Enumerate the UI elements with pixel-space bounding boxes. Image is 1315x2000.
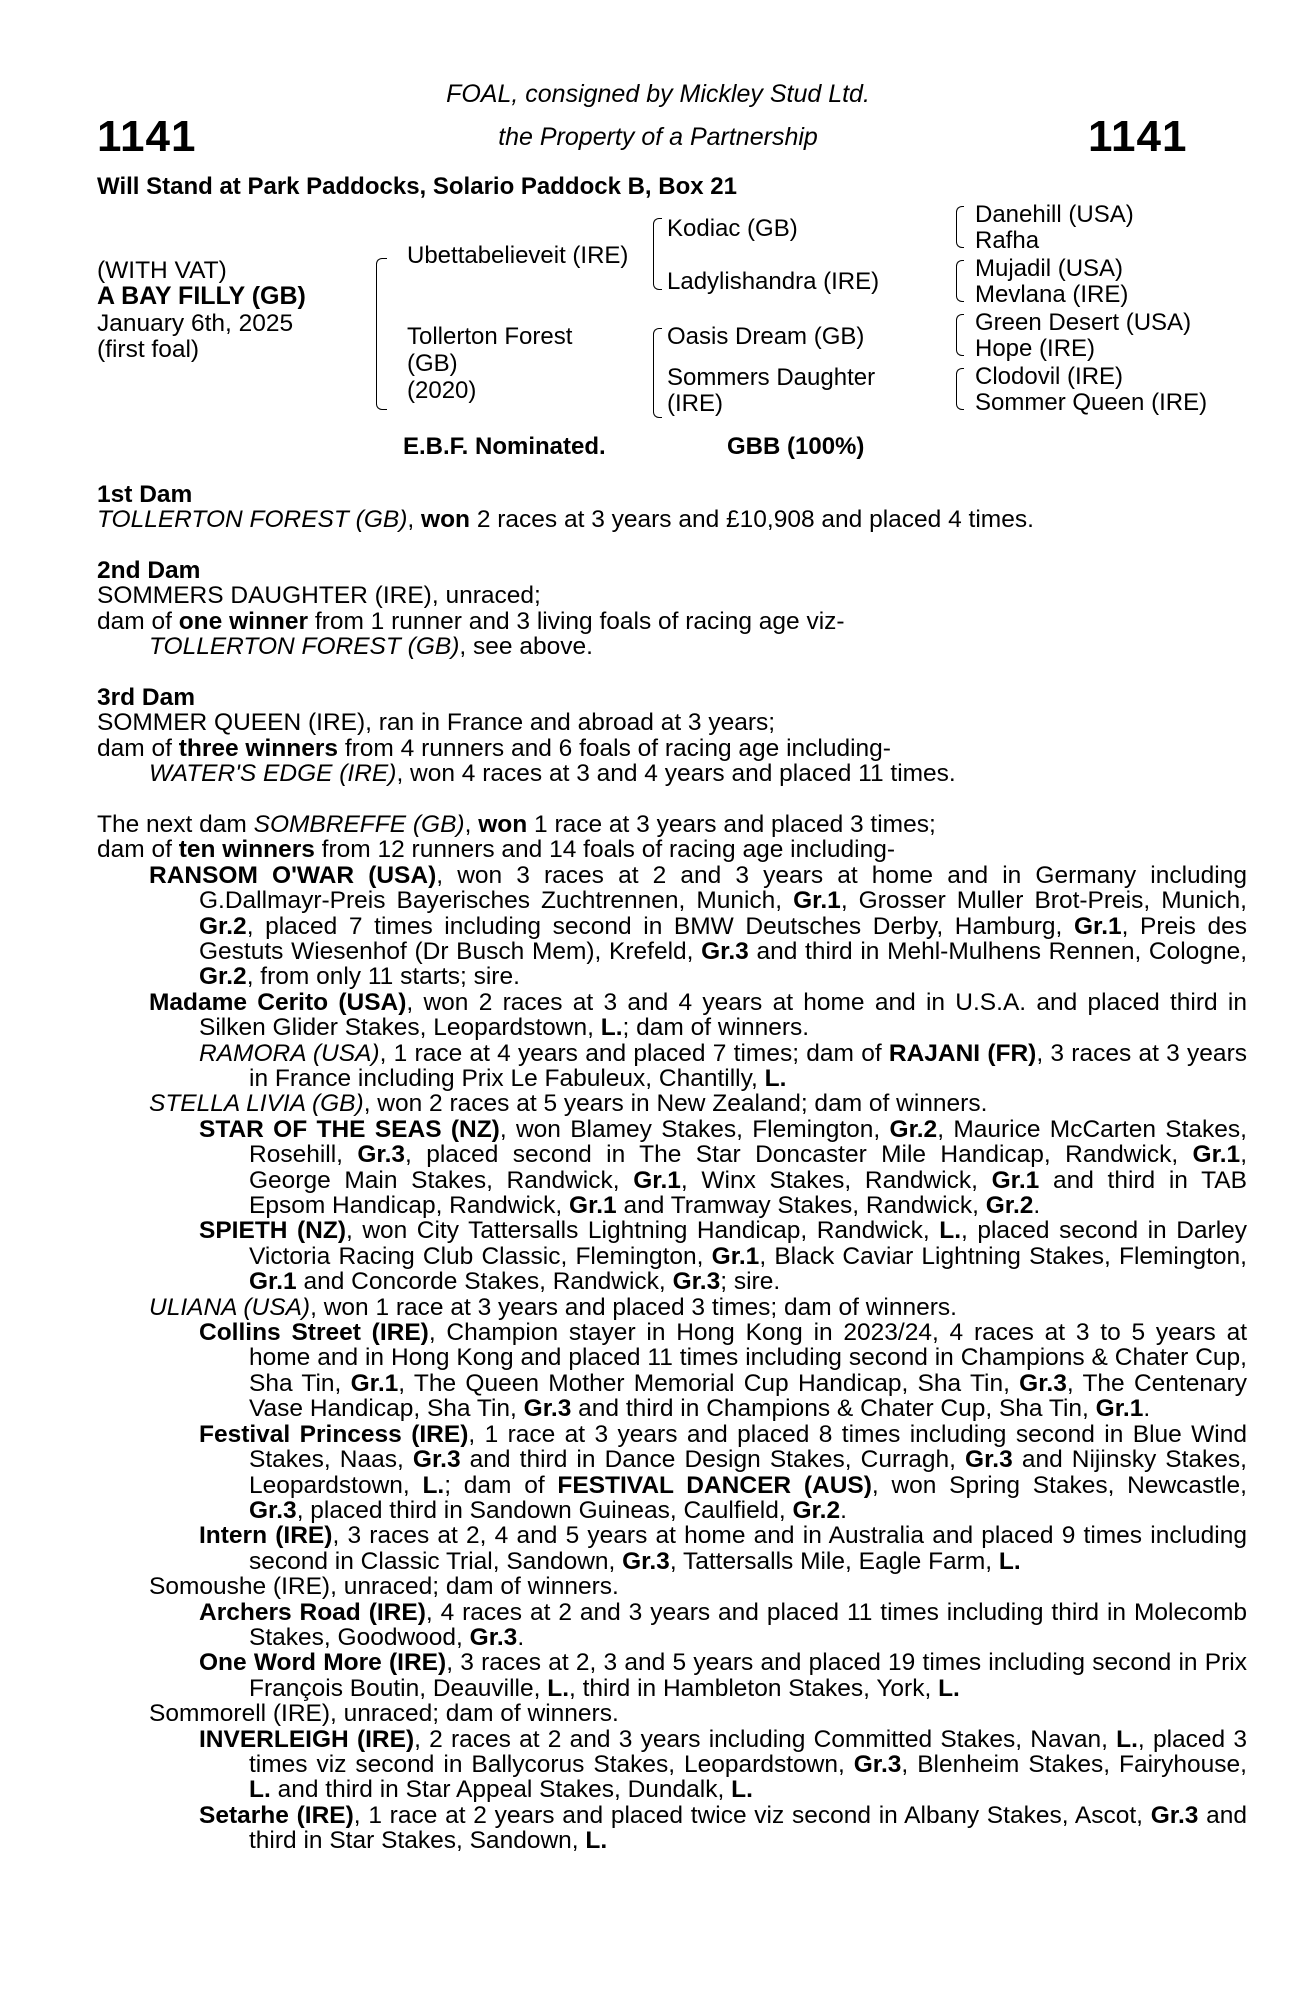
pedigree-brace-sd (956, 260, 964, 302)
foal-note: (first foal) (97, 336, 200, 363)
pedigree-brace-main (376, 258, 387, 410)
sire-sire: Kodiac (GB) (667, 215, 798, 242)
consignor-line: FOAL, consigned by Mickley Stud Ltd. (446, 80, 870, 108)
second-dam-line2: dam of one winner from 1 runner and 3 living foals of racing age viz- (97, 607, 845, 635)
ransom-owar-entry: RANSOM O'WAR (USA), won 3 races at 2 and 3 years at home and in Germany including G.Dallmayr-Preis Bayerisches Zuchtrennen, Munich, Gr.1, Grosser Muller Brot-Preis, Munich, Gr.2, placed 7 times including second in BMW Deutsches Derby, Hamburg, Gr.1, Preis des Gestuts Wiesenhof (Dr Busch Mem), Krefeld, Gr.3 and third in Mehl-Mulhens Rennen, Cologne, Gr.2, from only 11 starts; sire. (149, 861, 1247, 991)
next-dam-section (97, 811, 1248, 1855)
dam-dam-line1: Sommers Daughter (667, 364, 876, 391)
madame-cerito-entry: Madame Cerito (USA), won 2 races at 3 and 4 years at home and in U.S.A. and placed third in Silken Glider Stakes, Leopardstown, L.; dam of winners. (149, 988, 1247, 1042)
sommorell-entry: Sommorell (IRE), unraced; dam of winners. (149, 1700, 619, 1728)
vat-note: (WITH VAT) (97, 257, 227, 284)
first-dam-won: won (421, 506, 471, 534)
stella-livia-entry: STELLA LIVIA (GB), won 2 races at 5 years in New Zealand; dam of winners. (149, 1090, 988, 1118)
first-dam-section (97, 482, 1197, 533)
first-dam-line: TOLLERTON FOREST (GB), won 2 races at 3 years and £10,908 and placed 4 times. (97, 506, 1034, 534)
property-line: the Property of a Partnership (498, 123, 818, 151)
foal-name: A BAY FILLY (GB) (97, 282, 306, 310)
dam-sire-sire: Green Desert (USA) (975, 309, 1192, 336)
first-dam-heading: 1st Dam (97, 481, 193, 508)
second-dam-line3: TOLLERTON FOREST (GB), see above. (149, 633, 593, 661)
second-dam-line1: SOMMERS DAUGHTER (IRE), unraced; (97, 582, 541, 610)
one-word-more-entry: One Word More (IRE), 3 races at 2, 3 and 5 years and placed 19 times including second in Prix François Boutin, Deauville, L., third in Hambleton Stakes, York, L. (199, 1649, 1247, 1702)
sire-dam: Ladylishandra (IRE) (667, 268, 880, 295)
gbb-note: GBB (100%) (727, 433, 865, 460)
setarhe-entry: Setarhe (IRE), 1 race at 2 years and placed twice viz second in Albany Stakes, Ascot, Gr.3 and third in Star Stakes, Sandown, L. (199, 1801, 1248, 1855)
sire: Ubettabelieveit (IRE) (407, 242, 629, 269)
third-dam-line3: WATER'S EDGE (IRE), won 4 races at 3 and 4 years and placed 11 times. (149, 760, 956, 788)
inverleigh-entry: INVERLEIGH (IRE), 2 races at 2 and 3 years including Committed Stakes, Navan, L., placed 3 times viz second in Ballycorus Stakes, Leopardstown, Gr.3, Blenheim Stakes, Fairyhouse, L. and third in Star Appeal Stakes, Dundalk, L. (199, 1725, 1247, 1804)
dam-dam-line2: (IRE) (667, 390, 723, 417)
dam-line2: (GB) (407, 350, 458, 377)
pedigree-brace-dd (956, 368, 964, 410)
third-dam-line1: SOMMER QUEEN (IRE), ran in France and abroad at 3 years; (97, 709, 776, 737)
uliana-entry: ULIANA (USA), won 1 race at 3 years and placed 3 times; dam of winners. (149, 1293, 957, 1321)
ramora-entry: RAMORA (USA), 1 race at 4 years and placed 7 times; dam of RAJANI (FR), 3 races at 3 years in France including Prix Le Fabuleux, Chantilly, L. (199, 1039, 1247, 1093)
dam-sire-dam: Hope (IRE) (975, 335, 1096, 362)
second-dam-section (97, 558, 1197, 660)
first-dam-record: 2 races at 3 years and £10,908 and placed 4 times. (470, 506, 1034, 534)
pedigree-brace-sire (653, 218, 662, 290)
lot-number-left: 1141 (97, 112, 197, 161)
dam-dam-dam: Sommer Queen (IRE) (975, 389, 1208, 416)
pedigree-brace-ds (956, 314, 964, 356)
sire-dam-dam: Mevlana (IRE) (975, 281, 1129, 308)
festival-princess-entry: Festival Princess (IRE), 1 race at 3 years and placed 8 times including second in Blue Wind Stakes, Naas, Gr.3 and third in Dance Design Stakes, Curragh, Gr.3 and Nijinsky Stakes, Leopardstown, L.; dam of FESTIVAL DANCER (AUS), won Spring Stakes, Newcastle, Gr.3, placed third in Sandown Guineas, Caulfield, Gr.2. (199, 1420, 1247, 1524)
ebf-nominated: E.B.F. Nominated. (403, 433, 606, 460)
archers-road-entry: Archers Road (IRE), 4 races at 2 and 3 years and placed 11 times including third in Molecomb Stakes, Goodwood, Gr.3. (199, 1598, 1247, 1651)
next-dam-line1: The next dam SOMBREFFE (GB), won 1 race at 3 years and placed 3 times; (97, 811, 936, 838)
pedigree-brace-ss (956, 206, 964, 248)
collins-street-entry: Collins Street (IRE), Champion stayer in Hong Kong in 2023/24, 4 races at 3 to 5 years at home and in Hong Kong and placed 11 times including second in Champions & Chater Cup, Sha Tin, Gr.1, The Queen Mother Memorial Cup Handicap, Sha Tin, Gr.3, The Centenary Vase Handicap, Sha Tin, Gr.3 and third in Champions & Chater Cup, Sha Tin, Gr.1. (199, 1319, 1248, 1423)
dam-line3: (2020) (407, 377, 477, 404)
somoushe-entry: Somoushe (IRE), unraced; dam of winners. (149, 1573, 619, 1601)
spieth-entry: SPIETH (NZ), won City Tattersalls Lightning Handicap, Randwick, L., placed second in Darley Victoria Racing Club Classic, Flemington, Gr.1, Black Caviar Lightning Stakes, Flemington, Gr.1 and Concorde Stakes, Randwick, Gr.3; sire. (199, 1217, 1248, 1296)
sire-dam-sire: Mujadil (USA) (975, 255, 1124, 282)
pedigree-brace-dam (653, 328, 662, 418)
first-dam-name: TOLLERTON FOREST (GB) (97, 506, 408, 534)
third-dam-heading: 3rd Dam (97, 684, 196, 711)
lot-number-right: 1141 (1088, 112, 1188, 161)
dam-dam-sire: Clodovil (IRE) (975, 363, 1124, 390)
sire-sire-sire: Danehill (USA) (975, 201, 1134, 228)
second-dam-heading: 2nd Dam (97, 557, 201, 584)
stand-location: Will Stand at Park Paddocks, Solario Paddock B, Box 21 (97, 173, 737, 200)
foal-dob: January 6th, 2025 (97, 310, 294, 337)
dam-line1: Tollerton Forest (407, 323, 573, 350)
star-of-the-seas-entry: STAR OF THE SEAS (NZ), won Blamey Stakes, Flemington, Gr.2, Maurice McCarten Stakes, Rosehill, Gr.3, placed second in The Star Doncaster Mile Handicap, Randwick, Gr.1, George Main Stakes, Randwick, Gr.1, Winx Stakes, Randwick, Gr.1 and third in TAB Epsom Handicap, Randwick, Gr.1 and Tramway Stakes, Randwick, Gr.2. (199, 1115, 1248, 1220)
third-dam-line2: dam of three winners from 4 runners and 6 foals of racing age including- (97, 734, 891, 762)
intern-entry: Intern (IRE), 3 races at 2, 4 and 5 years at home and in Australia and placed 9 times including second in Classic Trial, Sandown, Gr.3, Tattersalls Mile, Eagle Farm, L. (199, 1522, 1247, 1575)
dam-sire: Oasis Dream (GB) (667, 323, 865, 350)
next-dam-line2: dam of ten winners from 12 runners and 14 foals of racing age including- (97, 836, 896, 864)
third-dam-section (97, 685, 1197, 787)
sire-sire-dam: Rafha (975, 227, 1040, 254)
